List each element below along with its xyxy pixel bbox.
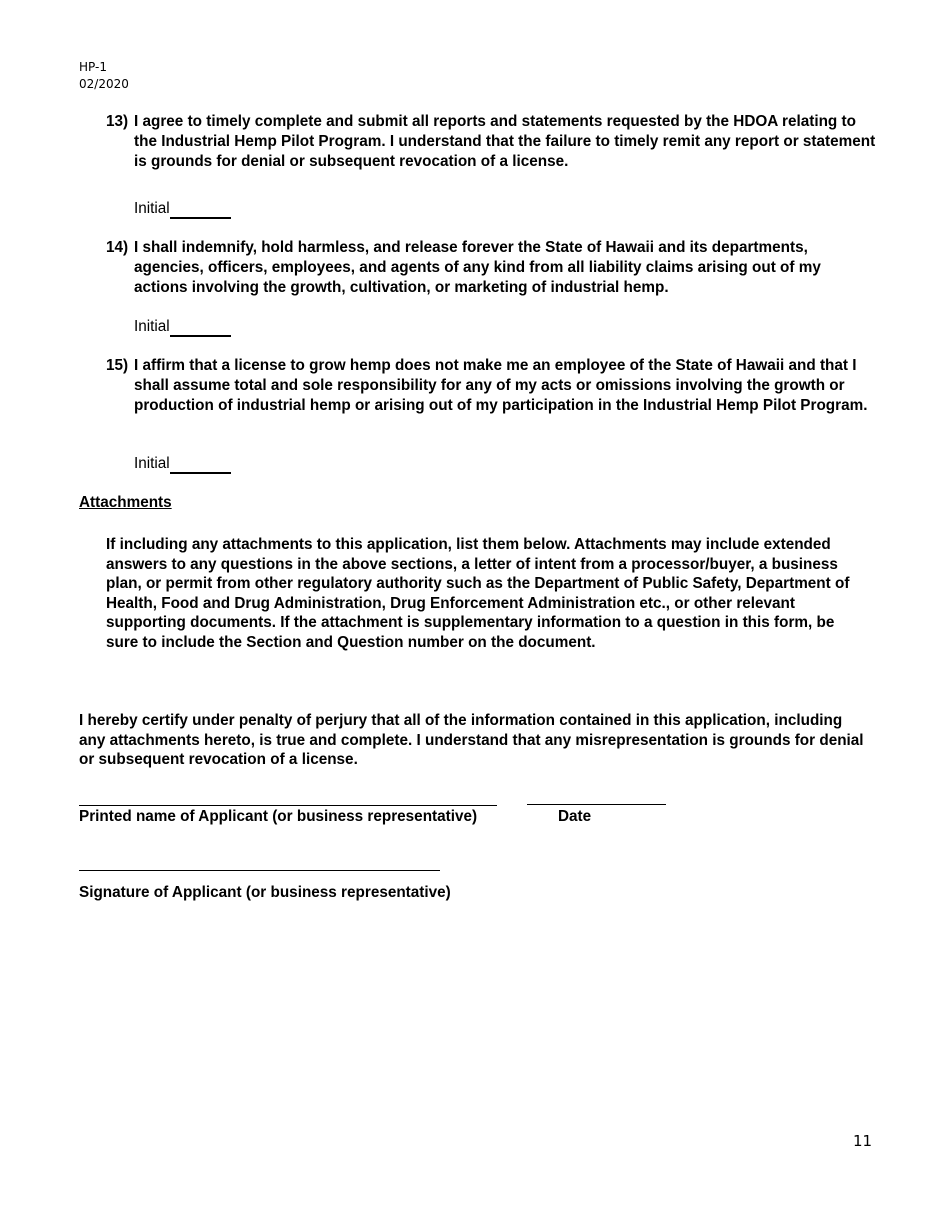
item-number: 14) <box>106 239 129 256</box>
page-number: 11 <box>853 1132 873 1150</box>
list-item-13 <box>106 112 876 172</box>
item-number: 13) <box>106 113 129 130</box>
item-text: I shall indemnify, hold harmless, and release forever the State of Hawaii and its departments, agencies, officers, employees, and agents of any kind from all liability claims arising out of my actions involving the growth, cultivation, or marketing of industrial hemp. <box>134 239 821 296</box>
initial-label: Initial <box>134 200 170 217</box>
attachments-instructions: If including any attachments to this application, list them below. Attachments may include extended answers to any questions in the above sections, a letter of intent from a processor/buyer, a business plan, or permit from other regulatory authority such as the Department of Public Safety, Department of Health, Food and Drug Administration, Drug Enforcement Administration etc., or other relevant supporting documents. If the attachment is supplementary information to a question in this form, be sure to include the Section and Question number on the document. <box>106 536 850 651</box>
initial-blank[interactable] <box>170 319 231 337</box>
printed-name-label: Printed name of Applicant (or business representative) <box>79 808 478 825</box>
initial-field-13[interactable] <box>134 199 231 219</box>
signature-label: Signature of Applicant (or business representative) <box>79 884 451 901</box>
signature-line[interactable] <box>79 870 440 871</box>
list-item-14 <box>106 238 876 298</box>
item-text: I affirm that a license to grow hemp does not make me an employee of the State of Hawaii and that I shall assume total and sole responsibility for any of my acts or omissions involving the growth or production of industrial hemp or arising out of my participation in the Industrial Hemp Pilot Program. <box>134 357 868 414</box>
item-text: I agree to timely complete and submit all reports and statements requested by the HDOA relating to the Industrial Hemp Pilot Program. I understand that the failure to timely remit any report or statement is grounds for denial or subsequent revocation of a license. <box>134 113 876 170</box>
initial-label: Initial <box>134 318 170 335</box>
date-label: Date <box>558 808 592 825</box>
initial-field-15[interactable] <box>134 454 231 474</box>
form-date: 02/2020 <box>79 77 129 91</box>
date-line[interactable] <box>527 804 666 805</box>
printed-name-line[interactable] <box>79 805 497 806</box>
initial-blank[interactable] <box>170 201 231 219</box>
attachments-heading: Attachments <box>79 494 172 511</box>
initial-field-14[interactable] <box>134 317 231 337</box>
list-item-15 <box>106 356 876 416</box>
item-number: 15) <box>106 357 129 374</box>
certification-statement: I hereby certify under penalty of perjury that all of the information contained in this application, including any attachments hereto, is true and complete. I understand that any misrepresentation is grounds for denial or subsequent revocation of a license. <box>79 712 864 769</box>
initial-blank[interactable] <box>170 456 231 474</box>
initial-label: Initial <box>134 455 170 472</box>
form-id: HP-1 <box>79 60 107 74</box>
